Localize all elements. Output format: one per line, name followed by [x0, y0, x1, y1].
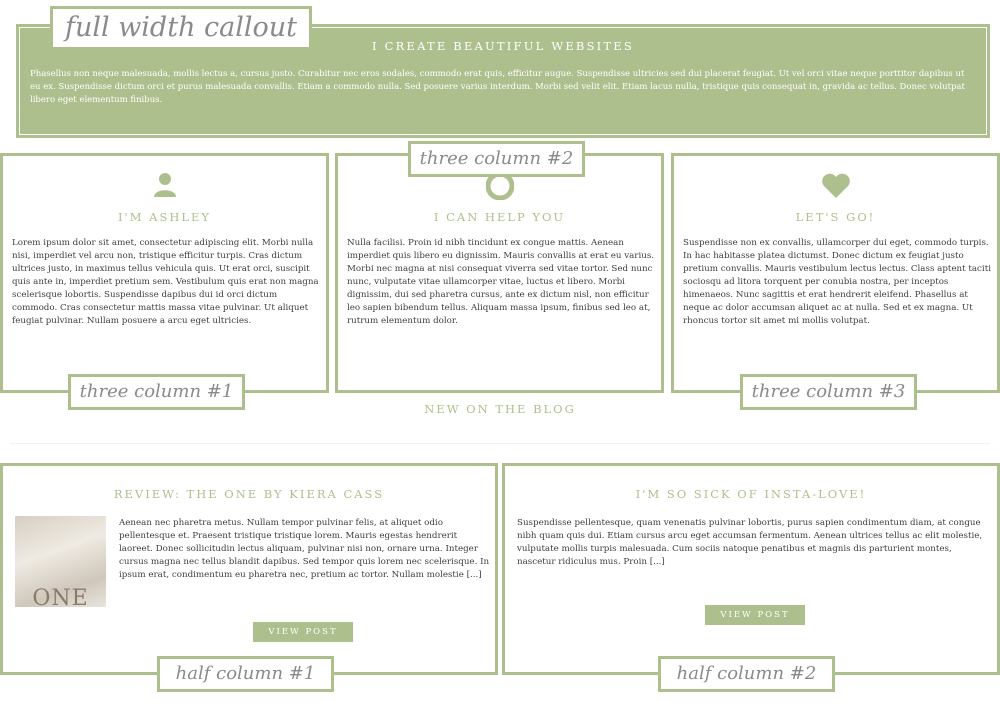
column-body: Lorem ipsum dolor sit amet, consectetur adipiscing elit. Morbi nulla nisi, imperdiet vel arcu non, tristique efficitur turpis. Cras dictum ultrices justo, in maximus tellus vehicula quis. Ut erat orci, suscipit quis ante in, imperdiet pretium sem. Vestibulum quis erat non magna scelerisque lobortis. Suspendisse dapibus dui id orci dictum commodo. Cras consectetur mattis massa vitae pulvinar. Ut aliquet feugiat pulvinar. Nullam posuere a arcu eget ultricies.: [12, 238, 319, 326]
post-excerpt: Aenean nec pharetra metus. Nullam tempor pulvinar felis, at aliquet odio pellentesque et. Praesent tristique tristique lorem. Mauris egestas hendrerit laoreet. Donec sollicitudin lectus aliquam, pulvinar nisi non, ornare urna. Integer cursus magna nec tellus blandit dapibus. Sed tempor quis lorem nec scelerisque. In ipsum erat, condimentum eu pharetra nec, pretium ac tortor. Nullam molestie [...]: [119, 518, 490, 580]
half-column-1: [0, 463, 498, 675]
three-column-3: [671, 153, 1000, 393]
post-title[interactable]: I'M SO SICK OF INSTA-LOVE!: [635, 487, 867, 501]
column-tag: three column #2: [408, 141, 585, 177]
three-column-1: [0, 153, 329, 393]
column-title: I'M ASHLEY: [118, 210, 211, 224]
half-column-tag: half column #1: [157, 656, 334, 692]
post-excerpt: Suspendisse pellentesque, quam venenatis pulvinar lobortis, purus sapien condimentum diam, at congue nibh quam quis dui. Etiam cursus arcu eget accumsan fermentum. Aenean ultrices tellus ac elit molestie, vulputate mollis turpis malesuada. Cum sociis natoque penatibus et magnis dis parturient montes, nascetur ridiculus mus. Proin [...]: [517, 518, 983, 567]
callout-tag: full width callout: [50, 6, 312, 50]
user-icon: [153, 172, 177, 198]
column-title: I CAN HELP YOU: [433, 210, 566, 224]
post-thumbnail[interactable]: [15, 516, 106, 607]
column-tag: three column #1: [68, 374, 245, 410]
blog-heading: NEW ON THE BLOG: [424, 402, 576, 416]
thumbnail-text: ONE: [32, 586, 89, 607]
column-title: LET'S GO!: [795, 210, 876, 224]
half-column-2: [502, 463, 1000, 675]
callout-body: Phasellus non neque malesuada, mollis lectus a, cursus justo. Curabitur nec eros sodales, commodo erat quis, efficitur augue. Suspendisse ultricies sed dui placerat feugiat. Ut vel orci vitae neque porttitor dapibus ut eu ex. Suspendisse dictum orci et purus malesuada convallis. Etiam a commodo nulla. Sed posuere varius interdum. Morbi sed velit elit. Etiam lacus nulla, tristique quis consequat in, gravida ac tellus. Donec volutpat libero eget elementum finibus.: [30, 69, 965, 105]
column-body: Nulla facilisi. Proin id nibh tincidunt ex congue mattis. Aenean imperdiet quis libero eu dignissim. Mauris convallis at erat eu varius. Morbi nec magna at nisi consequat viverra sed vitae tortor. Sed nunc nunc, vulputate vitae ullamcorper vitae, luctus et libero. Morbi dignissim, dui sed pharetra cursus, ante ex dictum nisl, non efficitur leo sapien bibendum tellus. Aliquam massa ipsum, finibus sed leo at, rutrum elementum dolor.: [347, 238, 655, 326]
half-column-tag: half column #2: [658, 656, 835, 692]
three-column-2: [335, 153, 664, 393]
heart-icon: [821, 173, 851, 199]
divider: [10, 443, 990, 444]
view-post-button[interactable]: VIEW POST: [705, 605, 805, 625]
callout-title: I CREATE BEAUTIFUL WEBSITES: [372, 39, 634, 53]
column-body: Suspendisse non ex convallis, ullamcorper dui eget, commodo turpis. In hac habitasse platea dictumst. Donec dictum ex feugiat justo pretium convallis. Mauris vestibulum lectus lectus. Class aptent taciti sociosqu ad litora torquent per conubia nostra, per inceptos himenaeos. Nunc sagittis et erat hendrerit eleifend. Phasellus at neque ac dolor accumsan aliquet ac at nulla. Sed et ex magna. Ut rhoncus tortor sit amet mi mollis volutpat.: [683, 238, 991, 326]
column-tag: three column #3: [740, 374, 917, 410]
post-title[interactable]: REVIEW: THE ONE BY KIERA CASS: [113, 487, 385, 501]
view-post-button[interactable]: VIEW POST: [253, 622, 353, 642]
